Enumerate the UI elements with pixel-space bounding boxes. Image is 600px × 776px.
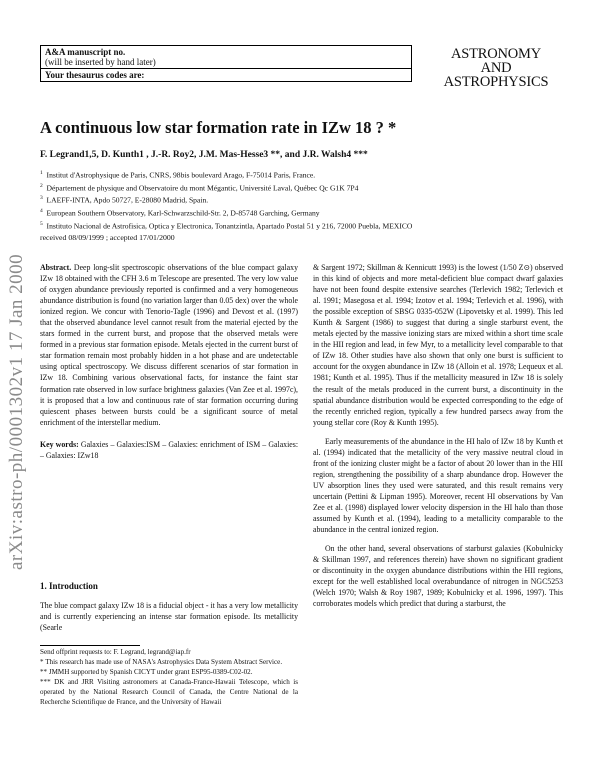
footnote-triple-star: *** DK and JRR Visiting astronomers at Canada-France-Hawaii Telescope, which is operated by the National Research Council of Canada, the Centre National de la Recherche Scientifique de France, and the University of Hawaii — [40, 678, 298, 707]
affiliation-3: $^3$ LAEFF-INTA, Apdo 50727, E-28080 Madrid, Spain. — [40, 195, 209, 205]
manuscript-label: A&A manuscript no. — [45, 47, 126, 57]
affiliation-1: $^1$ Institut d'Astrophysique de Paris, CNRS, 98bis boulevard Arago, F-75014 Paris, France. — [40, 170, 316, 180]
thesaurus-label: Your thesaurus codes are: — [45, 70, 145, 80]
manuscript-header-box — [40, 45, 412, 82]
arxiv-stamp: arXiv:astro-ph/0001302v1 17 Jan 2000 — [6, 253, 27, 570]
affiliation-5: $^5$ Instituto Nacional de Astrofisica, Optica y Electronica, Tonantzintla, Apartado Postal 51 y 216, 72000 Puebla, MEXICO — [40, 220, 413, 231]
right-paragraph-3: On the other hand, several observations of starburst galaxies (Kobulnicky & Skillman 1997, and references therein) have shown no significant gradient or discontinuity in the oxygen abundance distributions within the HII regions, except for the well established local overabundance of nitrogen in NGC5253 (Welch 1970; Walsh & Roy 1987, 1989; Kobulnicky et al. 1996, 1997). This corroborates models which predict that during a starburst, the — [313, 544, 563, 609]
section-heading-introduction: 1. Introduction — [40, 581, 98, 591]
journal-line-2: AND — [480, 60, 512, 76]
affiliation-2: $^2$ Département de physique and Observatoire du mont Mégantic, Université Laval, Québec Qc G1K 7P4 — [40, 182, 359, 193]
received-dates: received 08/09/1999 ; accepted 17/01/2000 — [40, 233, 175, 242]
footnote-double-star: ** JMMH supported by Spanish CICYT under grant ESP95-0389-C02-02. — [40, 668, 253, 677]
author-list: F. Legrand1,5, D. Kunth1 , J.-R. Roy2, J.M. Mas-Hesse3 **, and J.R. Walsh4 *** — [40, 150, 368, 160]
affiliation-list — [40, 168, 412, 231]
manuscript-number-block — [41, 46, 411, 69]
keywords — [40, 439, 298, 461]
footnote-offprint: Send offprint requests to: F. Legrand, legrand@iap.fr — [40, 648, 191, 656]
footnote-star: * This research has made use of NASA's Astrophysics Data System Abstract Service. — [40, 658, 283, 667]
abstract-text: Deep long-slit spectroscopic observations of the blue compact galaxy IZw 18 obtained with the CFH 3.6 m Telescope are presented. The very low value of oxygen abundance previously reported is confirmed and a very homogeneous abundance distribution is found (no variation larger than 0.05 dex) over the whole ionized region. We concur with Tenorio-Tagle (1996) and Devost et al. (1997) that the observed abundance level cannot result from the material ejected by the stars formed in the current burst, and propose that the observed metals were formed in a previous star formation episode. Metals ejected in the current burst of star formation remain most probably hidden in a hot phase and are undetectable using optical spectroscopy. We discuss different scenarios of star formation in IZw 18. Combining various observational facts, for instance the faint star formation rate observed in low surface brightness galaxies (Van Zee et al. 1997c), it is proposed that a low and continuous rate of star formation occurring during quiescent phases between bursts could be a significant source of metal enrichment of the interstellar medium. — [40, 263, 298, 427]
abstract-label: Abstract. — [40, 263, 72, 272]
manuscript-note: (will be inserted by hand later) — [45, 57, 156, 67]
affiliation-4: $^4$ European Southern Observatory, Karl-Schwarzschild-Str. 2, D-85748 Garching, Germany — [40, 207, 320, 218]
abstract — [40, 262, 298, 428]
journal-logo — [426, 47, 566, 89]
footnote-rule — [40, 645, 140, 646]
journal-line-1: ASTRONOMY — [450, 46, 542, 62]
paper-title: A continuous low star formation rate in IZw 18 ? * — [40, 118, 397, 137]
introduction-paragraph: The blue compact galaxy IZw 18 is a fiducial object - it has a very low metallicity and is currently experiencing an intense star formation episode. Its metallicity (Searle — [40, 601, 298, 633]
thesaurus-block — [41, 69, 411, 81]
journal-line-3: ASTROPHYSICS — [443, 74, 549, 90]
right-paragraph-2: Early measurements of the abundance in the HI halo of IZw 18 by Kunth et al. (1994) indicated that the metallicity of the very massive neutral cloud in front of the ionizing cluster might be a factor of about 20 lower than in the HII region, strengthening the possibility of a sharp abundance drop. However the UV absorption lines they used were saturated, and this result remains very uncertain (Pettini & Lipman 1995). Moreover, recent HI observations by Van Zee et al. (1998) displayed lower velocity dispersion in the HI halo than those assumed by Kunth et al. (1994), leading to a metallicity comparable to the abundance in the central ionized region. — [313, 436, 563, 535]
keywords-text: Galaxies – Galaxies:ISM – Galaxies: enrichment of ISM – Galaxies: – Galaxies: IZw18 — [40, 439, 298, 460]
footnotes — [40, 647, 298, 708]
right-column — [313, 262, 563, 609]
right-paragraph-1: & Sargent 1972; Skillman & Kennicutt 1993) is the lowest (1/50 Z⊙) observed in this kind of objects and more metal-deficient blue compact dwarf galaxies have not been found despite extensive searches (Terlevich 1982; Terlevich et al. 1991; Masegosa et al. 1994; Izotov et al. 1994; Terlevich et al. 1996), with the possible exception of SBSG 0335-052W (Lipovetsky et al. 1999). This led Kunth & Sargent (1986) to suggest that during a single starburst event, the metals ejected by the massive ionizing stars are mixed within a short time scale in the HII region and lead, in few Myr, to a metallicity level comparable to that of IZw 18. Other studies have also shown that only one burst is sufficient to account for the oxygen abundance in IZw 18 (Alloin et al. 1978; Lequeux et al. 1981; Kunth et al. 1995). Thus if the metallicity measured in IZw 18 is solely the result of the metals produced in the current burst, a discontinuity in the spatial abundance distribution would be expected corresponding to the edge of the recently enriched region, typically a few hundred parsecs away from the young stellar core (Roy & Kunth 1995). — [313, 263, 563, 427]
keywords-label: Key words: — [40, 439, 79, 449]
left-column — [40, 262, 298, 461]
